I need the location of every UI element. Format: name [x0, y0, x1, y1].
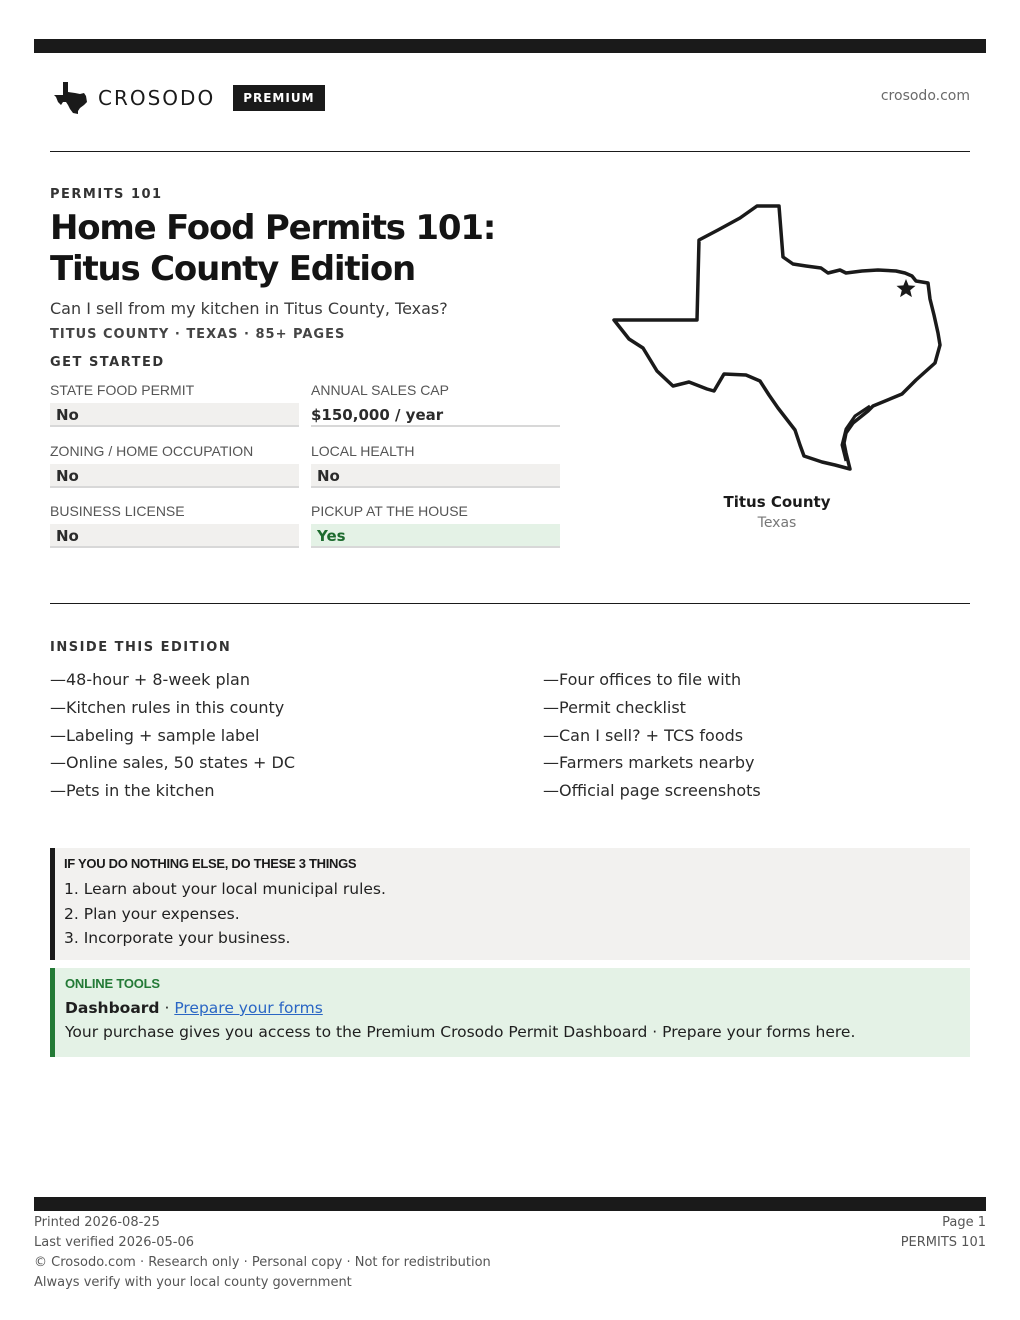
- toc-left-column: [50, 666, 470, 805]
- callout-item: 2. Plan your expenses.: [64, 904, 240, 923]
- page-header: [50, 78, 970, 118]
- article-kicker: PERMITS 101: [50, 187, 163, 202]
- article-meta: TITUS COUNTY · TEXAS · 85+ PAGES: [50, 327, 346, 342]
- verified-date: Last verified 2026-05-06: [34, 1235, 194, 1250]
- bottom-rule-bar: [34, 1197, 986, 1211]
- inside-edition-heading: INSIDE THIS EDITION: [50, 640, 232, 655]
- toc-item: —48-hour + 8-week plan: [50, 670, 250, 689]
- callout-heading: IF YOU DO NOTHING ELSE, DO THESE 3 THINGS: [64, 856, 357, 871]
- section-divider: [50, 603, 970, 604]
- page-title: Home Food Permits 101: Titus County Edition: [50, 208, 496, 289]
- fact-value: No: [50, 464, 299, 488]
- fact-label: BUSINESS LICENSE: [50, 503, 185, 519]
- texas-county-map: [610, 203, 946, 475]
- fact-label: PICKUP AT THE HOUSE: [311, 503, 468, 519]
- texas-logo-icon: [53, 81, 89, 115]
- premium-badge: PREMIUM: [233, 85, 324, 111]
- tools-separator: ·: [159, 999, 175, 1017]
- callout-item: 3. Incorporate your business.: [64, 929, 291, 947]
- page-subtitle: Can I sell from my kitchen in Titus County, Texas?: [50, 299, 448, 318]
- texas-outline-icon: [614, 206, 940, 469]
- tools-description: Your purchase gives you access to the Premium Crosodo Permit Dashboard · Prepare your forms here.: [65, 1023, 856, 1041]
- verify-note: Always verify with your local county government: [34, 1275, 352, 1290]
- fact-annual-sales-cap: [311, 382, 560, 427]
- toc-item: —Labeling + sample label: [50, 725, 260, 745]
- brand-name: CROSODO: [98, 86, 216, 110]
- fact-value: Yes: [311, 524, 560, 548]
- toc-right-column: [543, 666, 963, 805]
- fact-label: STATE FOOD PERMIT: [50, 382, 195, 398]
- county-star-icon: [897, 279, 916, 297]
- fact-local-health: [311, 443, 560, 488]
- toc-item: —Online sales, 50 states + DC: [50, 753, 296, 773]
- fact-pickup-at-house: [311, 503, 560, 548]
- printed-date: Printed 2026-08-25: [34, 1215, 160, 1230]
- toc-item: —Kitchen rules in this county: [50, 697, 285, 717]
- fact-zoning: [50, 443, 299, 488]
- site-url[interactable]: crosodo.com: [880, 88, 970, 104]
- toc-item: —Permit checklist: [543, 697, 686, 717]
- top-rule-bar: [34, 39, 986, 53]
- get-started-heading: GET STARTED: [50, 355, 165, 370]
- prepare-forms-link[interactable]: Prepare your forms: [174, 999, 323, 1017]
- online-tools-box: [50, 968, 970, 1057]
- dashboard-label: Dashboard: [65, 999, 160, 1017]
- toc-item: —Can I sell? + TCS foods: [543, 725, 744, 745]
- header-divider: [50, 151, 970, 152]
- toc-item: —Four offices to file with: [543, 670, 742, 689]
- fact-value: No: [311, 464, 560, 488]
- toc-item: —Official page screenshots: [543, 781, 761, 801]
- map-state-name: Texas: [757, 515, 797, 531]
- map-county-name: Titus County: [723, 493, 831, 511]
- brand-logo[interactable]: [53, 81, 325, 115]
- page-number: Page 1: [942, 1215, 986, 1230]
- toc-item: —Pets in the kitchen: [50, 781, 215, 801]
- tools-heading: ONLINE TOOLS: [65, 976, 160, 991]
- callout-list: [64, 877, 970, 951]
- fact-business-license: [50, 503, 299, 548]
- three-things-callout: [50, 848, 970, 960]
- fact-label: ANNUAL SALES CAP: [311, 382, 449, 398]
- footer-left: [34, 1213, 491, 1293]
- fact-value: No: [50, 524, 299, 548]
- toc-item: —Farmers markets nearby: [543, 753, 755, 773]
- fact-state-food-permit: [50, 382, 299, 427]
- footer-right: [901, 1213, 986, 1253]
- tools-dashboard-line: [65, 999, 970, 1017]
- fact-label: LOCAL HEALTH: [311, 443, 415, 459]
- copyright-note: © Crosodo.com · Research only · Personal copy · Not for redistribution: [34, 1255, 491, 1270]
- fact-value: $150,000 / year: [311, 403, 560, 427]
- fact-value: No: [50, 403, 299, 427]
- fact-label: ZONING / HOME OCCUPATION: [50, 443, 254, 459]
- footer-section: PERMITS 101: [900, 1235, 986, 1250]
- callout-item: 1. Learn about your local municipal rules.: [64, 880, 386, 898]
